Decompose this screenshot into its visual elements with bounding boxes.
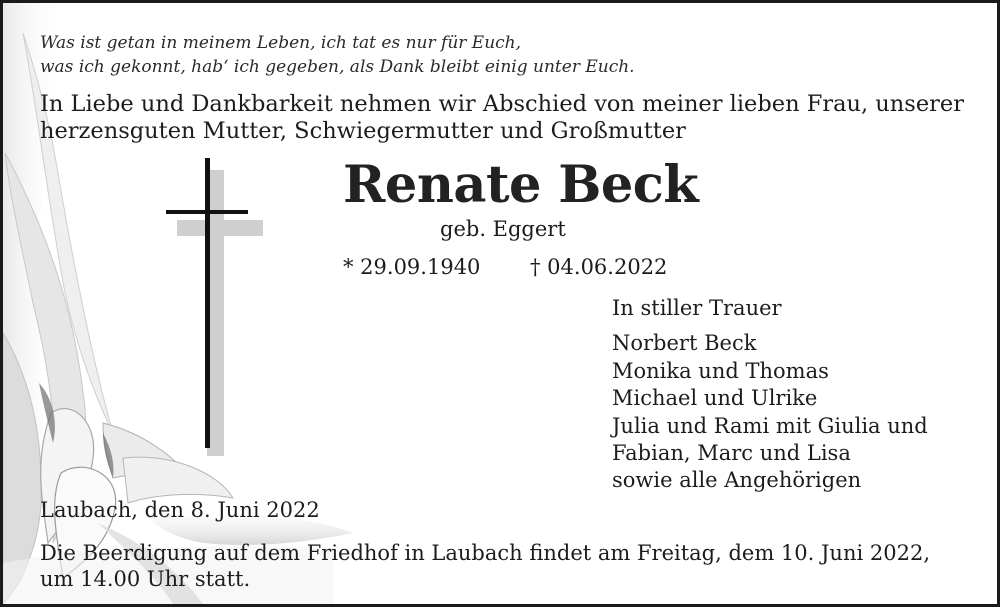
mourner-name: Norbert Beck [612,331,757,356]
birth-date: * 29.09.1940 [343,255,481,279]
place-date: Laubach, den 8. Juni 2022 [40,498,320,522]
deceased-name: Renate Beck [343,155,699,215]
mourner-name: sowie alle Angehörigen [612,468,862,493]
poem-line: was ich gekonnt, hab‘ ich gegeben, als Dank bleibt einig unter Euch. [40,57,635,77]
mourner-name: Monika und Thomas [612,358,829,383]
maiden-name: geb. Eggert [440,217,566,241]
mourner-name: Julia und Rami mit Giulia und [612,413,928,438]
intro-line: In Liebe und Dankbarkeit nehmen wir Abschied von meiner lieben Frau, unserer [40,91,964,117]
funeral-line: um 14.00 Uhr statt. [40,567,251,591]
poem [40,31,635,79]
mourners-heading: In stiller Trauer [612,296,782,320]
mourner-name: Michael und Ulrike [612,386,818,411]
intro-line: herzensguten Mutter, Schwiegermutter und Großmutter [40,118,686,144]
death-date: † 04.06.2022 [530,255,668,279]
mourner-name: Fabian, Marc und Lisa [612,441,851,466]
poem-line: Was ist getan in meinem Leben, ich tat es nur für Euch, [40,33,522,53]
mourners-list [612,295,928,495]
funeral-line: Die Beerdigung auf dem Friedhof in Laubach findet am Freitag, dem 10. Juni 2022, [40,541,930,565]
cross-icon [163,158,268,458]
intro-text [40,91,980,145]
funeral-info [40,540,980,592]
